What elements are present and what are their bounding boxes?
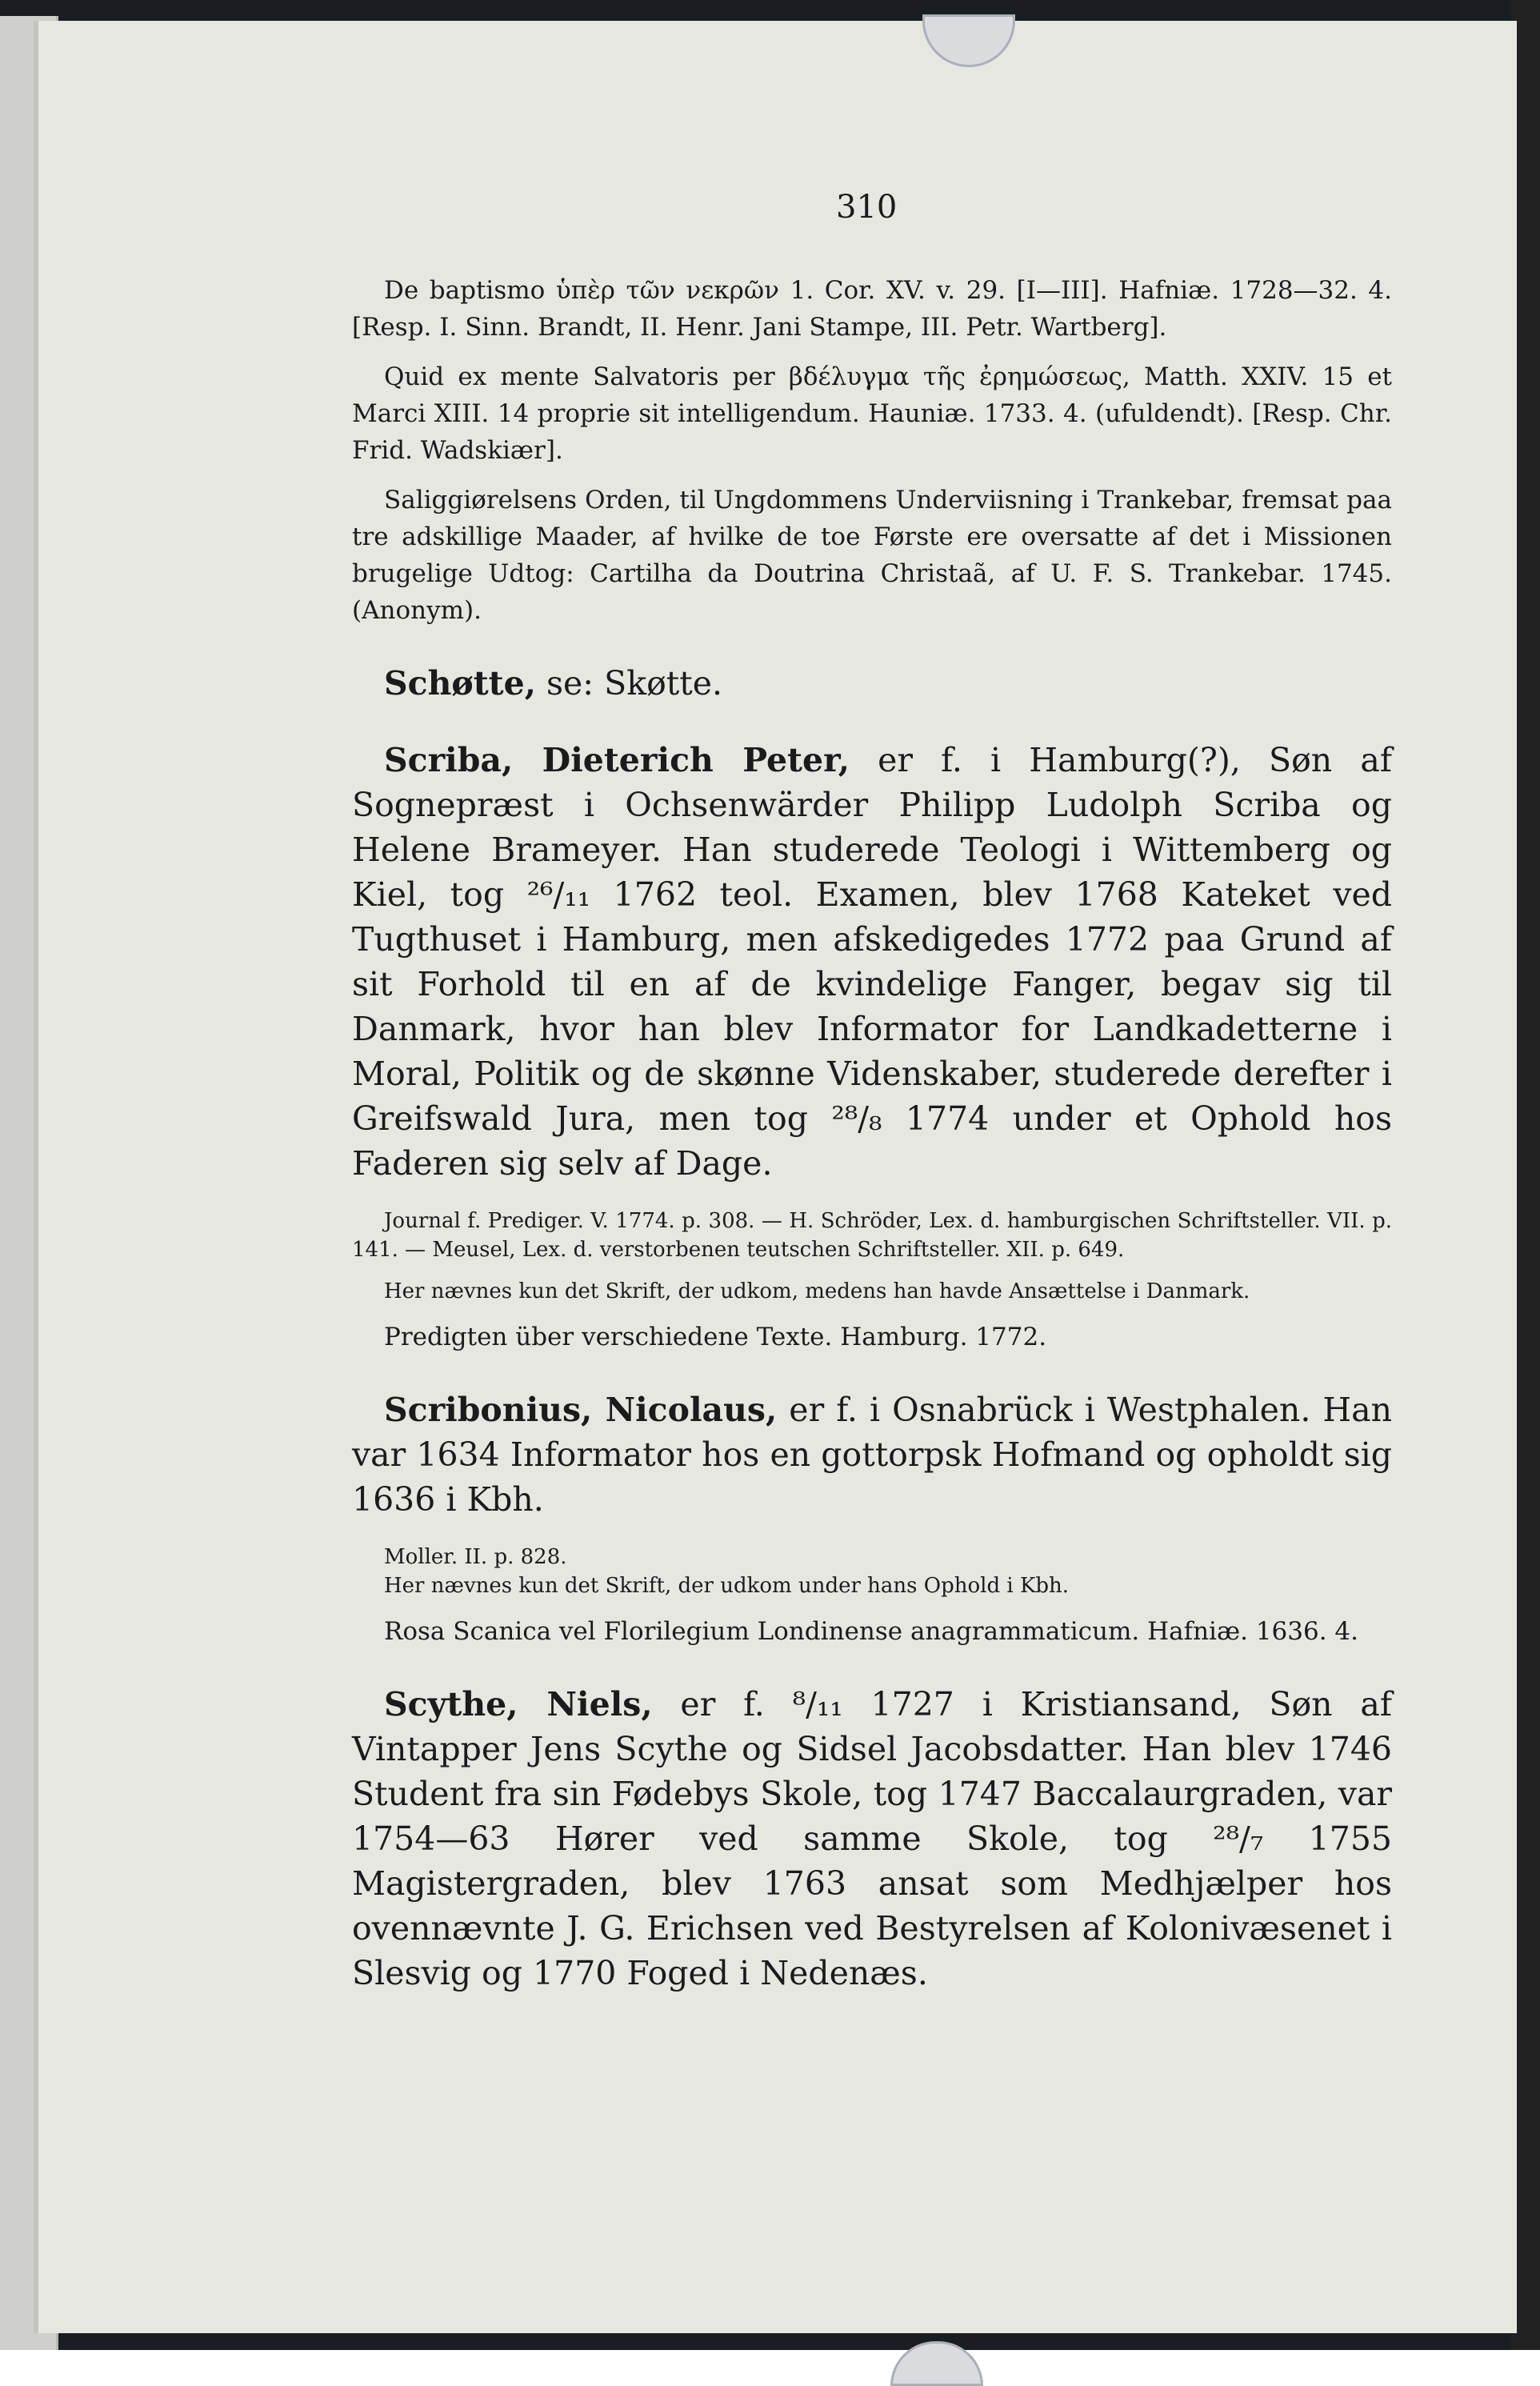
- page-number: 310: [836, 189, 898, 226]
- page-clip-top: [922, 14, 1015, 67]
- reference-note: Moller. II. p. 828.: [384, 1545, 567, 1569]
- entry-heading: Scribonius, Nicolaus,: [384, 1391, 778, 1429]
- entry-heading: Schøtte,: [384, 664, 536, 703]
- entry-body: er f. i Hamburg(?), Søn af Sognepræst i Ochsenwärder Philipp Ludolph Scriba og Helene Brameyer. Han studerede Teologi i Wittemberg og Kiel, tog ²⁶/₁₁ 1762 teol. Examen, blev 1768 Kateket ved Tugthuset i Hamburg, men afskedigedes 1772 paa Grund af sit Forhold til en af de kvindelige Fanger, begav sig til Danmark, hvor han blev Informator for Landkadetterne i Moral, Politik og de skønne Videnskaber, studerede derefter i Greifswald Jura, men tog ²⁸/₈ 1774 under et Ophold hos Faderen sig selv af Dage.: [352, 741, 1392, 1183]
- entry-heading: Scythe, Niels,: [384, 1685, 653, 1723]
- reference-note: Her nævnes kun det Skrift, der udkom, medens han havde Ansættelse i Danmark.: [384, 1279, 1250, 1303]
- page-text: [352, 184, 1392, 1996]
- bibliography-item: De baptismo ὑπὲρ τῶν νεκρῶν 1. Cor. XV. v. 29. [I—III]. Hafniæ. 1728—32. 4. [Resp. I. Sinn. Brandt, II. Henr. Jani Stampe, III. Petr. Wartberg].: [352, 276, 1392, 342]
- entry-body: er f. i Osnabrück i Westphalen. Han var 1634 Informator hos en gottorpsk Hofmand og opholdt sig 1636 i Kbh.: [352, 1391, 1392, 1519]
- bibliography-item: Rosa Scanica vel Florilegium Londinense anagrammaticum. Hafniæ. 1636. 4.: [384, 1617, 1358, 1646]
- bibliography-item: Predigten über verschiedene Texte. Hamburg. 1772.: [384, 1323, 1047, 1351]
- reference-note: Her nævnes kun det Skrift, der udkom under hans Ophold i Kbh.: [384, 1574, 1070, 1598]
- bibliography-item: Quid ex mente Salvatoris per βδέλυγμα τῆς ἐρημώσεως, Matth. XXIV. 15 et Marci XIII. 14 proprie sit intelligendum. Hauniæ. 1733. 4. (ufuldendt). [Resp. Chr. Frid. Wadskiær].: [352, 362, 1392, 465]
- reference-note: Journal f. Prediger. V. 1774. p. 308. — H. Schröder, Lex. d. hamburgischen Schriftsteller. VII. p. 141. — Meusel, Lex. d. verstorbenen teutschen Schriftsteller. XII. p. 649.: [352, 1209, 1392, 1262]
- entry-paragraph: [352, 738, 1392, 1186]
- entry-paragraph: [352, 1387, 1392, 1522]
- entry-heading: Scriba, Dieterich Peter,: [384, 741, 850, 779]
- entry-body: se: Skøtte.: [535, 664, 723, 703]
- bibliography-item: Saliggiørelsens Orden, til Ungdommens Underviisning i Trankebar, fremsat paa tre adskillige Maader, af hvilke de toe Første ere oversatte af det i Missionen brugelige Udtog: Cartilha da Doutrina Christaã, af U. F. S. Trankebar. 1745. (Anonym).: [352, 486, 1392, 625]
- entry-paragraph: [352, 661, 1392, 706]
- entry-paragraph: [352, 1682, 1392, 1996]
- entry-body: er f. ⁸/₁₁ 1727 i Kristiansand, Søn af Vintapper Jens Scythe og Sidsel Jacobsdatter. Han blev 1746 Student fra sin Fødebys Skole, tog 1747 Baccalaurgraden, var 1754—63 Hører ved samme Skole, tog ²⁸/₇ 1755 Magistergraden, blev 1763 ansat som Medhjælper hos ovennævnte J. G. Erichsen ved Bestyrelsen af Kolonivæsenet i Slesvig og 1770 Foged i Nedenæs.: [352, 1685, 1392, 1992]
